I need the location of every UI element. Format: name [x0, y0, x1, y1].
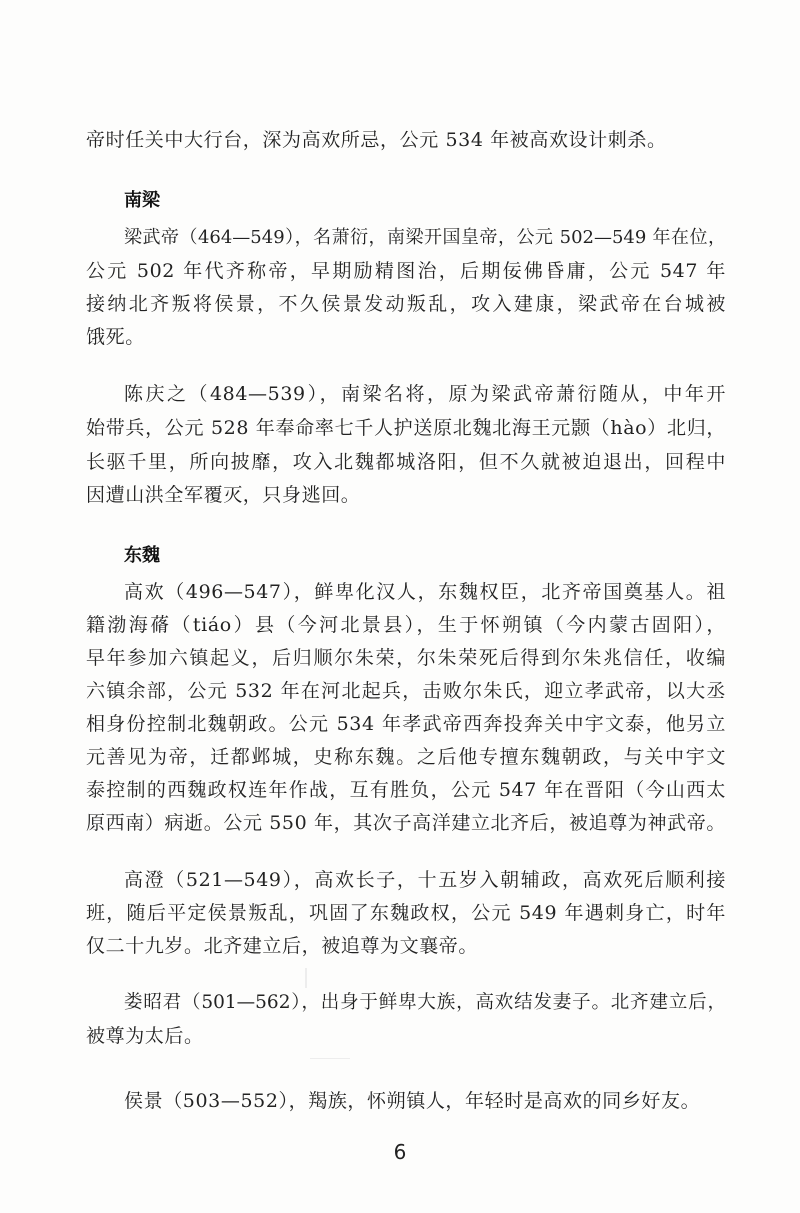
paragraph-line: 饿死。	[86, 326, 145, 348]
paragraph-line: 梁武帝（464—549），名萧衍，南梁开国皇帝，公元 502—549 年在位，	[124, 227, 726, 248]
paragraph-line: 公元 502 年代齐称帝，早期励精图治，后期佞佛昏庸，公元 547 年	[86, 260, 726, 282]
paragraph-line: 六镇余部，公元 532 年在河北起兵，击败尔朱氏，迎立孝武帝，以大丞	[86, 680, 726, 702]
scan-smudge	[310, 1058, 350, 1059]
paragraph-line: 被尊为太后。	[86, 1025, 204, 1047]
paragraph-line: 长驱千里，所向披靡，攻入北魏都城洛阳，但不久就被迫退出，回程中	[86, 451, 726, 473]
paragraph-line: 籍渤海蓨（tiáo）县（今河北景县），生于怀朔镇（今内蒙古固阳），	[86, 614, 726, 636]
paragraph-line: 接纳北齐叛将侯景，不久侯景发动叛乱，攻入建康，梁武帝在台城被	[86, 293, 726, 315]
page-number: 6	[393, 1140, 407, 1164]
paragraph-line: 班，随后平定侯景叛乱，巩固了东魏政权，公元 549 年遇刺身亡，时年	[86, 902, 726, 924]
paragraph-line: 高澄（521—549），高欢长子，十五岁入朝辅政，高欢死后顺利接	[124, 869, 726, 891]
intro-line-1: 帝时任关中大行台，深为高欢所忌，公元 534 年被高欢设计刺杀。	[86, 129, 667, 151]
paragraph-line: 高欢（496—547），鲜卑化汉人，东魏权臣，北齐帝国奠基人。祖	[124, 581, 726, 603]
paragraph-line: 娄昭君（501—562），出身于鲜卑大族，高欢结发妻子。北齐建立后，	[124, 992, 726, 1013]
paragraph-line: 因遭山洪全军覆灭，只身逃回。	[86, 484, 361, 506]
paragraph-line: 元善见为帝，迁都邺城，史称东魏。之后他专擅东魏朝政，与关中宇文	[86, 746, 726, 768]
paragraph-line: 早年参加六镇起义，后归顺尔朱荣，尔朱荣死后得到尔朱兆信任，收编	[86, 647, 726, 669]
paragraph-line: 相身份控制北魏朝政。公元 534 年孝武帝西奔投奔关中宇文泰，他另立	[86, 713, 726, 735]
scan-smudge	[305, 968, 307, 988]
paragraph-line: 泰控制的西魏政权连年作战，互有胜负，公元 547 年在晋阳（今山西太	[86, 779, 726, 801]
paragraph-line: 始带兵，公元 528 年奉命率七千人护送原北魏北海王元颢（hào）北归，	[86, 417, 726, 439]
paragraph-line: 侯景（503—552），羯族，怀朔镇人，年轻时是高欢的同乡好友。	[124, 1090, 701, 1112]
paragraph-line: 陈庆之（484—539），南梁名将，原为梁武帝萧衍随从，中年开	[124, 383, 726, 405]
paragraph-line: 仅二十九岁。北齐建立后，被追尊为文襄帝。	[86, 935, 479, 957]
section-heading-nanliang: 南梁	[124, 190, 160, 211]
paragraph-line: 原西南）病逝。公元 550 年，其次子高洋建立北齐后，被追尊为神武帝。	[86, 812, 726, 834]
section-heading-dongwei: 东魏	[124, 545, 160, 566]
